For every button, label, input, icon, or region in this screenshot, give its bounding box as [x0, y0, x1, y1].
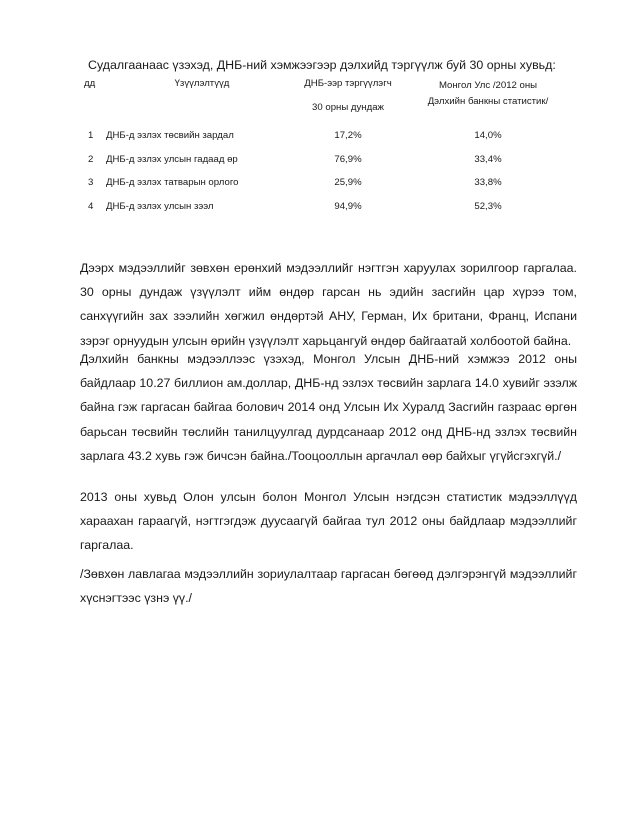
statistics-table	[80, 78, 558, 218]
header-mongolia-line2: Дэлхийн банкны статистик/	[427, 96, 549, 107]
header-top30-average-line1: ДНБ-ээр тэргүүлэгч	[304, 78, 392, 89]
table-header-row	[80, 78, 558, 124]
header-top30-average	[278, 78, 418, 124]
table-row	[80, 124, 558, 148]
paragraph-summary: Дээрх мэдээллийг зөвхөн ерөнхий мэдээллийг нэгтгэн харуулах зорилгоор гаргалаа. 30 орны дундаж үзүүлэлт ийм өндөр гарсан нь эдийн засгийн цар хүрээ том, санхүүгийн зах зээлийн хөгжил өндөртэй АНУ, Герман, Их британи, Франц, Испани зэрэг орнуудын улсын өрийн үзүүлэлт харьцангуй өндөр байгаатай холбоотой байна.	[80, 261, 577, 348]
header-number: дд	[84, 78, 96, 89]
intro-text: Судалгаанаас үзэхэд, ДНБ-ний хэмжээгээр дэлхийд тэргүүлж буй 30 орны хувьд:	[88, 58, 556, 72]
row-top30-average: 76,9%	[334, 153, 362, 165]
row-indicator: ДНБ-д эзлэх татварын орлого	[106, 177, 239, 189]
row-number: 3	[88, 177, 94, 189]
header-top30-average-line2: 30 орны дундаж	[312, 102, 384, 113]
row-number: 4	[88, 200, 94, 212]
row-mongolia: 52,3%	[474, 200, 502, 212]
row-indicator: ДНБ-д эзлэх улсын зээл	[106, 200, 214, 212]
row-top30-average: 94,9%	[334, 200, 362, 212]
row-mongolia: 14,0%	[474, 130, 502, 142]
row-indicator: ДНБ-д эзлэх төсвийн зардал	[106, 130, 234, 142]
table-row	[80, 171, 558, 195]
table-row	[80, 195, 558, 219]
row-number: 2	[88, 153, 94, 165]
header-indicator: Үзүүлэлтүүд	[174, 78, 230, 89]
row-number: 1	[88, 130, 94, 142]
paragraph-reference-note: /Зөвхөн лавлагаа мэдээллийн зориулалтаар гаргасан бөгөөд дэлгэрэнгүй мэдээллийг хүснэгтээс үзнэ үү./	[80, 567, 577, 606]
paragraph-world-bank: Дэлхийн банкны мэдээллээс үзэхэд, Монгол Улсын ДНБ-ний хэмжээ 2012 оны байдлаар 10.27 биллион ам.доллар, ДНБ-нд эзлэх төсвийн зарлага 14.0 хувийг эзэлж байна гэж гаргасан байгаа болович 2014 онд Улсын Их Хуралд Засгийн газраас өргөн барьсан төсвийн төслийн танилцуулгад дурдсанаар 2012 онд ДНБ-нд эзлэх төсвийн зарлага 43.2 хувь гэж бичсэн байна./Тооцооллын аргачлал өөр байхыг үгүйсгэхгүй./	[80, 352, 577, 463]
paragraph-2013-note: 2013 оны хувьд Олон улсын болон Монгол Улсын нэгдсэн статистик мэдээллүүд хараахан гараагүй, нэгтгэгдэж дуусаагүй байгаа тул 2012 оны байдлаар мэдээллийг гаргалаа.	[80, 490, 577, 553]
row-indicator: ДНБ-д эзлэх улсын гадаад өр	[106, 153, 238, 165]
row-top30-average: 17,2%	[334, 130, 362, 142]
table-row	[80, 148, 558, 172]
row-mongolia: 33,4%	[474, 153, 502, 165]
header-mongolia-line1: Монгол Улс /2012 оны	[438, 80, 538, 91]
row-mongolia: 33,8%	[474, 177, 502, 189]
row-top30-average: 25,9%	[334, 177, 362, 189]
header-mongolia	[418, 78, 558, 124]
